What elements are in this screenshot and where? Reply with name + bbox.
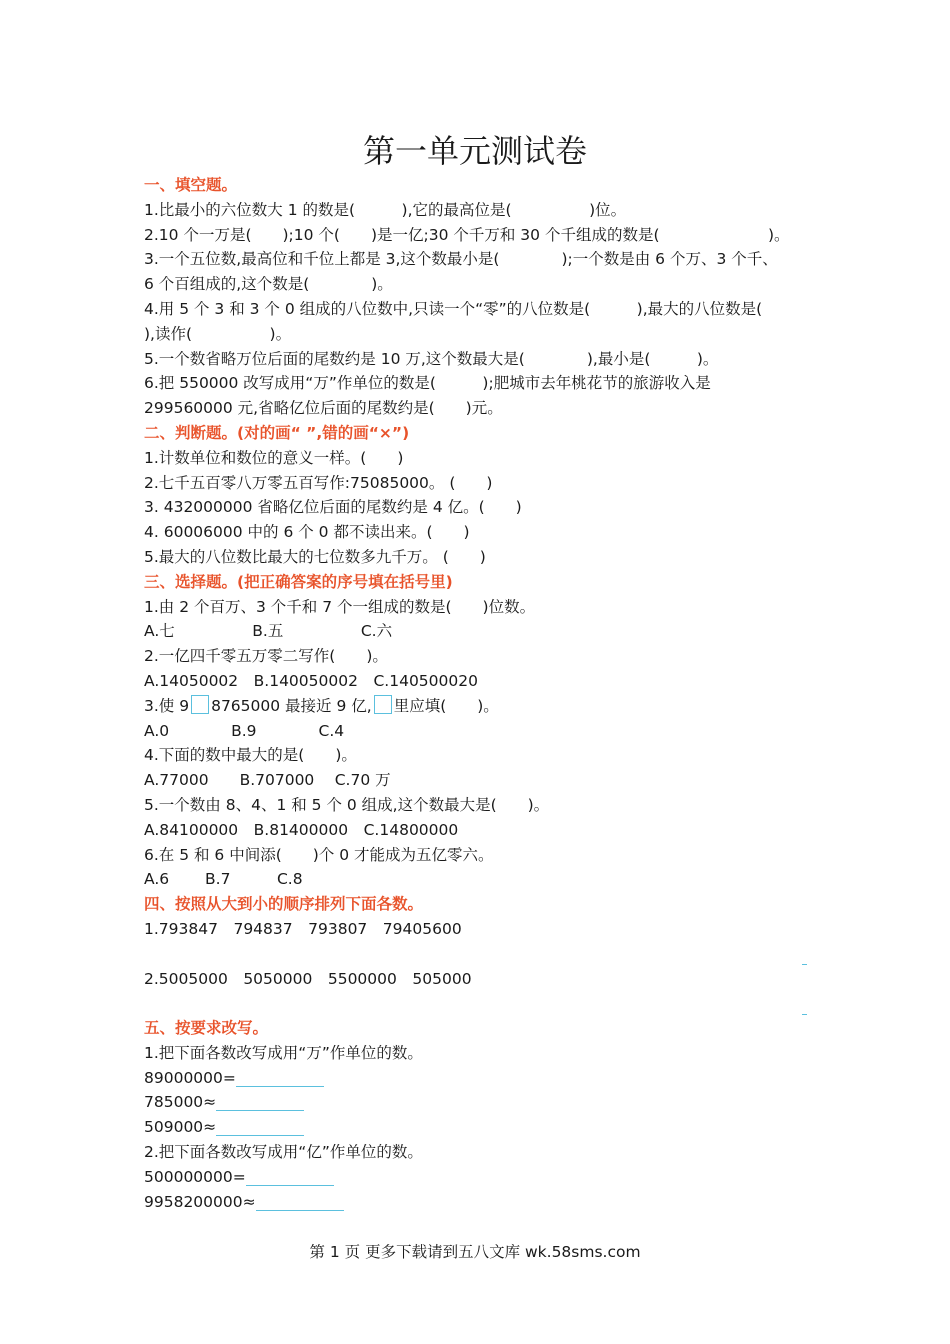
question-line: 3.一个五位数,最高位和千位上都是 3,这个数最小是( );一个数是由 6 个万、3 个千、 — [144, 250, 778, 269]
question-line: 5.一个数由 8、4、1 和 5 个 0 组成,这个数最大是( )。 — [144, 795, 550, 814]
question-line: 4.下面的数中最大的是( )。 — [144, 746, 357, 765]
question-line: 3. 432000000 省略亿位后面的尾数约是 4 亿。( ) — [144, 498, 522, 517]
answer-underline[interactable] — [236, 1070, 324, 1087]
answer-underline[interactable] — [246, 1169, 334, 1186]
question-line: 2.把下面各数改写成用“亿”作单位的数。 — [144, 1143, 423, 1162]
rewrite-line — [144, 1190, 814, 1215]
question-line: 2.10 个一万是( );10 个( )是一亿;30 个千万和 30 个千组成的数是( )。 — [144, 225, 790, 244]
rewrite-number: 89000000= — [144, 1068, 236, 1087]
question-line: 1.把下面各数改写成用“万”作单位的数。 — [144, 1043, 423, 1062]
rewrite-line — [144, 1115, 814, 1140]
question-line: 2.七千五百零八万零五百写作:75085000。 ( ) — [144, 473, 493, 492]
rewrite-line — [144, 1165, 814, 1190]
question-text: 3.使 9 — [144, 696, 190, 715]
answer-space — [144, 991, 814, 1016]
question-line: 1.由 2 个百万、3 个千和 7 个一组成的数是( )位数。 — [144, 597, 536, 616]
section-heading: 五、按要求改写。 — [144, 1019, 269, 1038]
section-heading: 一、填空题。 — [144, 176, 238, 194]
question-text: 8765000 最接近 9 亿, — [211, 696, 372, 715]
question-line: 1.计数单位和数位的意义一样。( ) — [144, 448, 404, 467]
question-line: A.6 B.7 C.8 — [144, 870, 303, 889]
answer-space — [144, 942, 814, 967]
question-line — [144, 694, 814, 719]
rewrite-line — [144, 1090, 814, 1115]
section-heading: 三、选择题。(把正确答案的序号填在括号里) — [144, 572, 453, 591]
page-title: 第一单元测试卷 — [362, 132, 587, 170]
question-line: A.77000 B.707000 C.70 万 — [144, 771, 391, 790]
rewrite-number: 509000≈ — [144, 1118, 217, 1137]
exam-content — [144, 173, 814, 1214]
question-line: A.84100000 B.81400000 C.14800000 — [144, 820, 459, 839]
margin-mark — [802, 964, 807, 965]
answer-underline[interactable] — [216, 1119, 304, 1136]
rewrite-number: 9958200000≈ — [144, 1192, 256, 1211]
question-line: A.七 B.五 C.六 — [144, 622, 393, 641]
question-line: 2.5005000 5050000 5500000 505000 — [144, 969, 472, 988]
section-heading: 四、按照从大到小的顺序排列下面各数。 — [144, 895, 424, 914]
margin-mark — [802, 1014, 807, 1015]
question-line: 2.一亿四千零五万零二写作( )。 — [144, 647, 388, 666]
answer-box[interactable] — [191, 695, 209, 714]
rewrite-number: 785000≈ — [144, 1093, 217, 1112]
page-footer: 第 1 页 更多下载请到五八文库 wk.58sms.com — [309, 1243, 641, 1261]
question-line: 5.一个数省略万位后面的尾数约是 10 万,这个数最大是( ),最小是( )。 — [144, 349, 719, 368]
rewrite-number: 500000000= — [144, 1167, 246, 1186]
question-line: 6.在 5 和 6 中间添( )个 0 才能成为五亿零六。 — [144, 845, 494, 864]
question-line: A.14050002 B.140050002 C.140500020 — [144, 671, 478, 690]
rewrite-line — [144, 1066, 814, 1091]
question-line: 6.把 550000 改写成用“万”作单位的数是( );肥城市去年桃花节的旅游收入是 — [144, 374, 711, 393]
question-line: 1.793847 794837 793807 79405600 — [144, 919, 462, 938]
answer-underline[interactable] — [216, 1094, 304, 1111]
question-line: 4. 60006000 中的 6 个 0 都不读出来。( ) — [144, 523, 470, 542]
question-line: A.0 B.9 C.4 — [144, 721, 345, 740]
question-line: 6 个百组成的,这个数是( )。 — [144, 275, 393, 294]
question-line: 4.用 5 个 3 和 3 个 0 组成的八位数中,只读一个“零”的八位数是( ),最大的八位数是( — [144, 299, 763, 318]
question-line: 299560000 元,省略亿位后面的尾数约是( )元。 — [144, 399, 503, 418]
answer-underline[interactable] — [256, 1194, 344, 1211]
question-line: 1.比最小的六位数大 1 的数是( ),它的最高位是( )位。 — [144, 200, 627, 219]
question-line: ),读作( )。 — [144, 324, 292, 343]
section-heading: 二、判断题。(对的画“ ”,错的画“×”) — [144, 423, 410, 442]
answer-box[interactable] — [374, 695, 392, 714]
question-text: 里应填( )。 — [393, 696, 499, 715]
question-line: 5.最大的八位数比最大的七位数多九千万。 ( ) — [144, 547, 486, 566]
